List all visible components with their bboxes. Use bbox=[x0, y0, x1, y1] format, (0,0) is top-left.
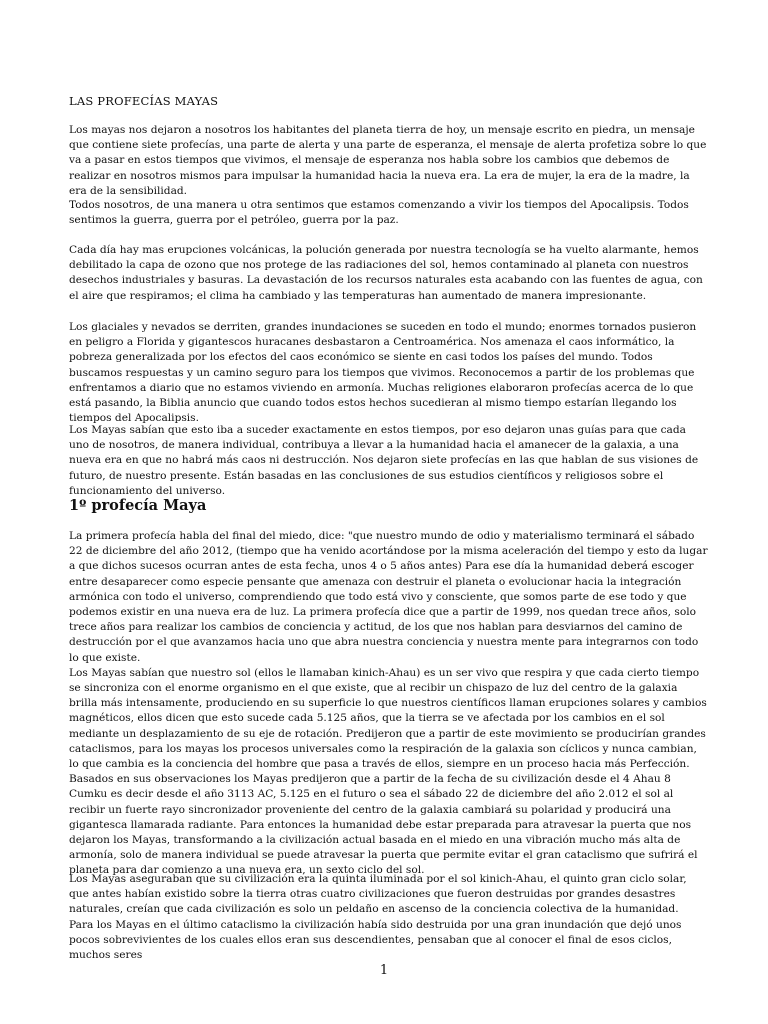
document-title: LAS PROFECÍAS MAYAS bbox=[69, 94, 219, 108]
paragraph-section-1: La primera profecía habla del final del miedo, dice: "que nuestro mundo de odio y materialismo terminará el sábado 22 de diciembre del año 2012, (tiempo que ha venido acortándose por la misma aceleración del tiempo y esto da lugar a que dichos sucesos ocurran antes de esta fecha, unos 4 o 5 años antes) Para ese día la humanidad deberá escoger entre desaparecer como especie pensante que amenaza con destruir el planeta o evolucionar hacia la integración armónica con todo el universo, comprendiendo que todo está vivo y consciente, que somos parte de ese todo y que podemos existir en una nueva era de luz. La primera profecía dice que a partir de 1999, nos quedan trece años, solo trece años para realizar los cambios de conciencia y actitud, de los que nos hablan para desviarnos del camino de destrucción por el que avanzamos hacia uno que abra nuestra conciencia y nuestra mente para integrarnos con todo lo que existe. Los Mayas sabían que nuestro sol (ellos le llamaban kinich-Ahau) es un ser vivo que respira y que cada cierto tiempo se sincroniza con el enorme organismo en el que existe, que al recibir un chispazo de luz del centro de la galaxia brilla más intensamente, produciendo en su superficie lo que nuestros científicos llaman erupciones solares y cambios magnéticos, ellos dicen que esto sucede cada 5.125 años, que la tierra se ve afectada por los cambios en el sol mediante un desplazamiento de su eje de rotación. Predijeron que a partir de este movimiento se producirían grandes cataclismos, para los mayas los procesos universales como la respiración de la galaxia son cíclicos y nunca cambian, lo que cambia es la conciencia del hombre que pasa a través de ellos, siempre en un proceso hacia más Perfección. Basados en sus observaciones los Mayas predijeron que a partir de la fecha de su civilización desde el 4 Ahau 8 Cumku es decir desde el año 3113 AC, 5.125 en el futuro o sea el sábado 22 de diciembre del año 2.012 el sol al recibir un fuerte rayo sincronizador proveniente del centro de la galaxia cambiará su polaridad y producirá una gigantesca llamarada radiante. Para entonces la humanidad debe estar preparada para atravesar la puerta que nos dejaron los Mayas, transformando a la civilización actual basada en el miedo en una vibración mucho más alta de armonía, solo de manera individual se puede atravesar la puerta que permite evitar el gran cataclismo que sufrirá el planeta para dar comienzo a una nueva era, un sexto ciclo del sol. bbox=[69, 530, 708, 877]
paragraph-intro-2: Todos nosotros, de una manera u otra sentimos que estamos comenzando a vivir los tiempos del Apocalipsis. Todos sentimos la guerra, guerra por el petróleo, guerra por la paz. bbox=[69, 199, 689, 227]
section-heading: 1º profecía Maya bbox=[69, 497, 207, 514]
paragraph-intro-4: Los glaciales y nevados se derriten, grandes inundaciones se suceden en todo el mundo; enormes tornados pusieron en peligro a Florida y gigantescos huracanes desbastaron a Centroamérica. Nos amenaza el caos informático, la pobreza generalizada por los efectos del caos económico se siente en casi todos los países del mundo. Todos buscamos respuestas y un camino seguro para los tiempos que vivimos. Reconocemos a partir de los problemas que enfrentamos a diario que no estamos viviendo en armonía. Muchas religiones elaboraron profecías acerca de lo que está pasando, la Biblia anuncio que cuando todos estos hechos sucedieran al mismo tiempo estarían llegando los tiempos del Apocalipsis. bbox=[69, 321, 697, 425]
paragraph-intro-5: Los Mayas sabían que esto iba a suceder exactamente en estos tiempos, por eso dejaron unas guías para que cada uno de nosotros, de manera individual, contribuya a llevar a la humanidad hacia el amanecer de la galaxia, a una nueva era en que no habrá más caos ni destrucción. Nos dejaron siete profecías en las que hablan de sus visiones de futuro, de nuestro presente. Están basadas en las conclusiones de sus estudios científicos y religiosos sobre el funcionamiento del universo. bbox=[69, 424, 699, 497]
paragraph-section-2: Los Mayas aseguraban que su civilización era la quinta iluminada por el sol kinich-Ahau, el quinto gran ciclo solar, que antes habían existido sobre la tierra otras cuatro civilizaciones que fueron destruidas por grandes desastres naturales, creían que cada civilización es solo un peldaño en ascenso de la conciencia colectiva de la humanidad. Para los Mayas en el último cataclismo la civilización había sido destruida por una gran inundación que dejó unos pocos sobrevivientes de los cuales ellos eran sus descendientes, pensaban que al conocer el final de esos ciclos, muchos seres bbox=[69, 873, 687, 962]
paragraph-intro-1: Los mayas nos dejaron a nosotros los habitantes del planeta tierra de hoy, un mensaje escrito en piedra, un mensaje que contiene siete profecías, una parte de alerta y una parte de esperanza, el mensaje de alerta profetiza sobre lo que va a pasar en estos tiempos que vivimos, el mensaje de esperanza nos habla sobre los cambios que debemos de realizar en nosotros mismos para impulsar la humanidad hacia la nueva era. La era de mujer, la era de la madre, la era de la sensibilidad. bbox=[69, 124, 707, 197]
page-number: 1 bbox=[379, 963, 389, 978]
paragraph-intro-3: Cada día hay mas erupciones volcánicas, la polución generada por nuestra tecnología se ha vuelto alarmante, hemos debilitado la capa de ozono que nos protege de las radiaciones del sol, hemos contaminado al planeta con nuestros desechos industriales y basuras. La devastación de los recursos naturales esta acabando con las fuentes de agua, con el aire que respiramos; el clima ha cambiado y las temperaturas han aumentado de manera impresionante. bbox=[69, 244, 703, 302]
